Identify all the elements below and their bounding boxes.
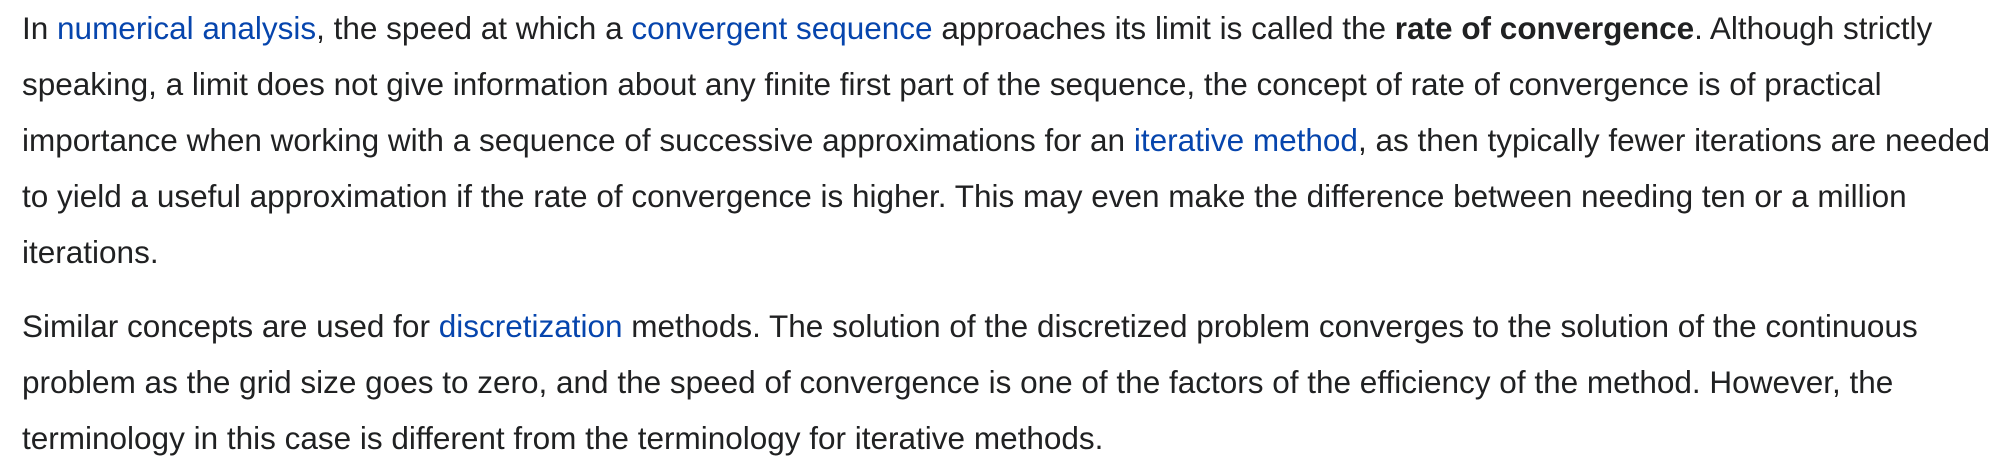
text-run: In <box>22 10 58 46</box>
bold-term-rate-of-convergence: rate of convergence <box>1394 10 1695 46</box>
text-run: . Although strictly speaking, a limit does not give information about any finite first part of the sequence, the concept of rate of convergence is of practical importance when working with a sequence of successive approximations for an <box>22 10 1933 158</box>
link-discretization[interactable]: discretization <box>438 308 623 344</box>
paragraph-rate-of-convergence <box>22 0 1997 280</box>
link-iterative-method[interactable]: iterative method <box>1133 122 1358 158</box>
text-run: , the speed at which a <box>316 10 632 46</box>
text-run: approaches its limit is called the <box>932 10 1395 46</box>
link-numerical-analysis[interactable]: numerical analysis <box>57 10 317 46</box>
text-run: , as then typically fewer iterations are needed to yield a useful approximation if the rate of convergence is higher. This may even make the difference between needing ten or a million iterations. <box>22 122 1991 270</box>
paragraph-discretization <box>22 298 1997 466</box>
link-convergent-sequence[interactable]: convergent sequence <box>631 10 933 46</box>
text-run: methods. The solution of the discretized problem converges to the solution of the continuous problem as the grid size goes to zero, and the speed of convergence is one of the factors of the efficiency of the method. However, the terminology in this case is different from the terminology for iterative methods. <box>22 308 1918 456</box>
text-run: Similar concepts are used for <box>22 308 439 344</box>
article-body <box>22 0 1997 466</box>
